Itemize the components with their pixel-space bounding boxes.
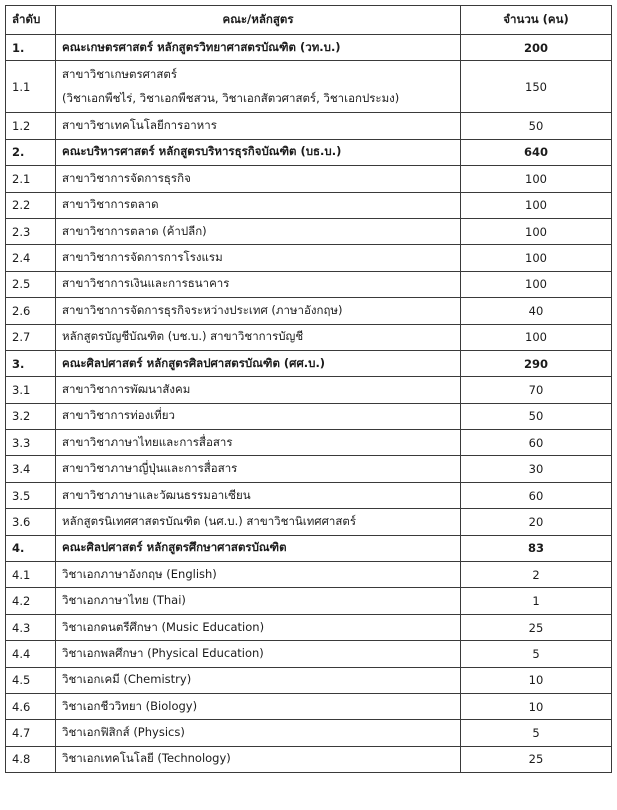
row-order: 3.3 <box>6 430 56 456</box>
program-row <box>6 746 612 772</box>
row-order: 2.2 <box>6 192 56 218</box>
row-order: 4.1 <box>6 562 56 588</box>
row-count: 100 <box>461 245 612 271</box>
row-count: 83 <box>461 535 612 561</box>
row-count: 5 <box>461 641 612 667</box>
program-majors-line: (วิชาเอกพืชไร่, วิชาเอกพืชสวน, วิชาเอกสัตวศาสตร์, วิชาเอกประมง) <box>62 90 400 105</box>
program-row <box>6 271 612 297</box>
program-row <box>6 482 612 508</box>
header-row <box>6 6 612 35</box>
row-count: 10 <box>461 667 612 693</box>
row-count: 5 <box>461 720 612 746</box>
faculty-row <box>6 535 612 561</box>
row-program-name: วิชาเอกดนตรีศึกษา (Music Education) <box>56 614 461 640</box>
row-count: 100 <box>461 166 612 192</box>
program-row <box>6 192 612 218</box>
row-order: 1.1 <box>6 61 56 113</box>
row-count: 100 <box>461 192 612 218</box>
program-row <box>6 614 612 640</box>
program-row <box>6 403 612 429</box>
row-order: 1. <box>6 35 56 61</box>
row-order: 3.2 <box>6 403 56 429</box>
faculty-row <box>6 139 612 165</box>
header-count: จำนวน (คน) <box>461 6 612 35</box>
row-program-name: คณะศิลปศาสตร์ หลักสูตรศึกษาศาสตรบัณฑิต <box>56 535 461 561</box>
program-row <box>6 667 612 693</box>
row-order: 2.4 <box>6 245 56 271</box>
program-row <box>6 509 612 535</box>
row-count: 60 <box>461 482 612 508</box>
program-row <box>6 245 612 271</box>
row-order: 3.4 <box>6 456 56 482</box>
row-order: 3. <box>6 350 56 376</box>
program-row <box>6 377 612 403</box>
row-program-name: วิชาเอกฟิสิกส์ (Physics) <box>56 720 461 746</box>
row-count: 30 <box>461 456 612 482</box>
program-row <box>6 562 612 588</box>
program-row <box>6 166 612 192</box>
row-count: 2 <box>461 562 612 588</box>
program-row <box>6 324 612 350</box>
row-order: 1.2 <box>6 113 56 139</box>
enrollment-table <box>5 5 612 773</box>
faculty-row <box>6 350 612 376</box>
row-program-name: วิชาเอกเทคโนโลยี (Technology) <box>56 746 461 772</box>
row-program-name: วิชาเอกชีววิทยา (Biology) <box>56 693 461 719</box>
row-program-name: หลักสูตรนิเทศศาสตรบัณฑิต (นศ.บ.) สาขาวิชานิเทศศาสตร์ <box>56 509 461 535</box>
row-order: 2.6 <box>6 298 56 324</box>
row-program-name: คณะบริหารศาสตร์ หลักสูตรบริหารธุรกิจบัณฑิต (บธ.บ.) <box>56 139 461 165</box>
row-count: 50 <box>461 113 612 139</box>
row-order: 4.7 <box>6 720 56 746</box>
header-program: คณะ/หลักสูตร <box>56 6 461 35</box>
program-row <box>6 298 612 324</box>
row-count: 25 <box>461 614 612 640</box>
row-count: 1 <box>461 588 612 614</box>
row-order: 4.8 <box>6 746 56 772</box>
row-program-name: สาขาวิชาการจัดการการโรงแรม <box>56 245 461 271</box>
program-row <box>6 588 612 614</box>
row-program-name: สาขาวิชาการจัดการธุรกิจระหว่างประเทศ (ภาษาอังกฤษ) <box>56 298 461 324</box>
program-row <box>6 456 612 482</box>
row-count: 20 <box>461 509 612 535</box>
row-order: 2.3 <box>6 218 56 244</box>
row-program-name: สาขาวิชาการตลาด <box>56 192 461 218</box>
program-row <box>6 430 612 456</box>
row-order: 3.1 <box>6 377 56 403</box>
row-order: 3.6 <box>6 509 56 535</box>
row-count: 100 <box>461 324 612 350</box>
row-count: 640 <box>461 139 612 165</box>
row-count: 100 <box>461 271 612 297</box>
row-program-name: สาขาวิชาภาษาญี่ปุ่นและการสื่อสาร <box>56 456 461 482</box>
row-count: 60 <box>461 430 612 456</box>
program-row <box>6 113 612 139</box>
row-order: 4.6 <box>6 693 56 719</box>
program-row <box>6 218 612 244</box>
row-count: 70 <box>461 377 612 403</box>
row-program-name <box>56 61 461 113</box>
row-program-name: วิชาเอกภาษาอังกฤษ (English) <box>56 562 461 588</box>
row-count: 40 <box>461 298 612 324</box>
program-row <box>6 720 612 746</box>
row-count: 150 <box>461 61 612 113</box>
row-program-name: หลักสูตรบัญชีบัณฑิต (บช.บ.) สาขาวิชาการบัญชี <box>56 324 461 350</box>
row-order: 2.1 <box>6 166 56 192</box>
row-program-name: คณะเกษตรศาสตร์ หลักสูตรวิทยาศาสตรบัณฑิต (วท.บ.) <box>56 35 461 61</box>
row-program-name: วิชาเอกภาษาไทย (Thai) <box>56 588 461 614</box>
program-row <box>6 61 612 113</box>
row-order: 4.3 <box>6 614 56 640</box>
header-order: ลำดับ <box>6 6 56 35</box>
row-count: 200 <box>461 35 612 61</box>
table-header <box>6 6 612 35</box>
row-program-name: วิชาเอกพลศึกษา (Physical Education) <box>56 641 461 667</box>
row-order: 4.5 <box>6 667 56 693</box>
row-order: 2.7 <box>6 324 56 350</box>
row-order: 3.5 <box>6 482 56 508</box>
row-order: 4.4 <box>6 641 56 667</box>
row-program-name: วิชาเอกเคมี (Chemistry) <box>56 667 461 693</box>
row-order: 2. <box>6 139 56 165</box>
program-name-line: สาขาวิชาเกษตรศาสตร์ <box>62 66 178 81</box>
program-row <box>6 641 612 667</box>
row-count: 10 <box>461 693 612 719</box>
row-order: 4.2 <box>6 588 56 614</box>
row-program-name: คณะศิลปศาสตร์ หลักสูตรศิลปศาสตรบัณฑิต (ศศ.บ.) <box>56 350 461 376</box>
row-program-name: สาขาวิชาการเงินและการธนาคาร <box>56 271 461 297</box>
row-program-name: สาขาวิชาภาษาไทยและการสื่อสาร <box>56 430 461 456</box>
row-count: 290 <box>461 350 612 376</box>
row-program-name: สาขาวิชาการตลาด (ค้าปลีก) <box>56 218 461 244</box>
row-order: 2.5 <box>6 271 56 297</box>
row-count: 100 <box>461 218 612 244</box>
row-program-name: สาขาวิชาการพัฒนาสังคม <box>56 377 461 403</box>
row-order: 4. <box>6 535 56 561</box>
row-count: 25 <box>461 746 612 772</box>
row-count: 50 <box>461 403 612 429</box>
faculty-row <box>6 35 612 61</box>
table-body <box>6 35 612 773</box>
row-program-name: สาขาวิชาการท่องเที่ยว <box>56 403 461 429</box>
row-program-name: สาขาวิชาภาษาและวัฒนธรรมอาเซียน <box>56 482 461 508</box>
row-program-name: สาขาวิชาเทคโนโลยีการอาหาร <box>56 113 461 139</box>
program-row <box>6 693 612 719</box>
row-program-name: สาขาวิชาการจัดการธุรกิจ <box>56 166 461 192</box>
